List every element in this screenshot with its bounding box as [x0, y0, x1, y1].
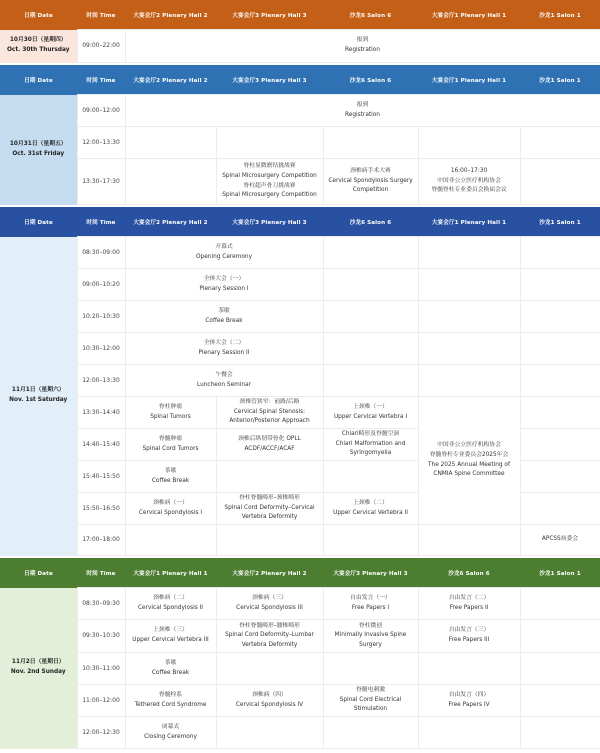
time-cell: 09:00–12:00	[77, 95, 125, 127]
session-zh: 脊髓肿瘤	[158, 435, 183, 442]
header-row	[0, 65, 600, 95]
header-row	[0, 207, 600, 237]
table-row	[0, 95, 600, 127]
event-zh: 报到	[356, 101, 369, 108]
time-cell: 12:00–13:30	[77, 127, 125, 159]
session-en: Upper Cervical Vertebra II	[333, 509, 408, 516]
session-cell	[125, 397, 216, 429]
table-row	[0, 620, 600, 653]
session-en: ACDF/ACCF/ACAF	[244, 445, 295, 452]
session-cell	[125, 620, 216, 653]
session-zh: 上颈椎（二）	[353, 499, 388, 506]
empty-cell	[323, 461, 418, 493]
date-cell	[0, 237, 77, 556]
session-zh: 闭幕式	[161, 723, 180, 730]
empty-cell	[418, 237, 520, 269]
empty-cell	[418, 333, 520, 365]
header-salon1: 沙龙1 Salon 1	[520, 558, 600, 588]
header-salon6: 沙龙6 Salon 6	[323, 207, 418, 237]
session-en: The 2025 Annual Meeting of CNMIA Spine Committee	[427, 461, 510, 478]
header-hall3: 大宴会厅3 Plenary Hall 3	[216, 0, 323, 30]
date-zh: 11月2日（星期日）	[11, 659, 65, 666]
time-cell: 12:00–12:30	[77, 717, 125, 749]
time-cell: 09:00–22:00	[77, 30, 125, 63]
empty-cell	[418, 301, 520, 333]
empty-cell	[125, 127, 216, 159]
session-zh: 开幕式	[215, 243, 233, 250]
date-en: Oct. 30th Thursday	[6, 47, 70, 53]
session-en: Tethered Cord Syndrome	[134, 701, 207, 708]
date-cell	[0, 95, 77, 205]
session-zh: 茶歇	[218, 307, 230, 314]
event-en: Registration	[345, 111, 380, 118]
session-zh: 上颈椎（三）	[153, 627, 188, 634]
session-zh: 午餐会	[215, 371, 233, 378]
time-cell: 08:30–09:30	[77, 588, 125, 620]
schedule-table-oct30	[0, 0, 600, 63]
empty-cell	[520, 397, 600, 429]
session-en: Spinal Microsurgery Competition	[222, 172, 317, 179]
time-cell: 10:20–10:30	[77, 301, 125, 333]
session-cell	[125, 429, 216, 461]
session-en: Closing Ceremony	[144, 733, 197, 740]
schedule-table-oct31	[0, 65, 600, 205]
header-time: 时间 Time	[77, 0, 125, 30]
session-en: Free Papers III	[448, 637, 490, 643]
table-row	[0, 685, 600, 717]
header-hall3: 大宴会厅3 Plenary Hall 3	[216, 65, 323, 95]
session-cell	[216, 620, 323, 653]
session-time: 16:00–17:30	[450, 168, 488, 175]
session-cell	[125, 653, 216, 685]
session-cell	[418, 620, 520, 653]
empty-cell	[216, 127, 323, 159]
session-en: Spinal Cord Electrical Stimulation	[339, 696, 402, 713]
session-zh: 茶歇	[164, 659, 177, 666]
session-zh: 自由发言（四）	[448, 691, 490, 698]
time-cell: 17:00–18:00	[77, 525, 125, 556]
empty-cell	[520, 493, 600, 525]
empty-cell	[323, 653, 418, 685]
time-cell: 13:30–14:40	[77, 397, 125, 429]
header-hall1: 大宴会厅1 Plenary Hall 1	[418, 0, 520, 30]
time-cell: 09:30–10:30	[77, 620, 125, 653]
session-zh: 中国非公立医疗机构协会	[437, 442, 501, 449]
header-salon6: 沙龙6 Salon 6	[418, 558, 520, 588]
session-en: Coffee Break	[151, 477, 190, 484]
header-hall2: 大宴会厅2 Plenary Hall 2	[125, 207, 216, 237]
empty-cell	[216, 653, 323, 685]
time-cell: 10:30–11:00	[77, 653, 125, 685]
session-zh: 颈椎病（一）	[153, 499, 188, 506]
table-row	[0, 159, 600, 205]
time-cell: 08:30–09:00	[77, 237, 125, 269]
empty-cell	[520, 127, 600, 159]
date-en: Oct. 31st Friday	[12, 150, 65, 157]
empty-cell	[323, 365, 418, 397]
empty-cell	[418, 269, 520, 301]
session-en: Upper Cervical Vertebra III	[132, 637, 209, 643]
header-date: 日期 Date	[0, 0, 77, 30]
header-date: 日期 Date	[0, 207, 77, 237]
session-en: Cervical Spondylosis I	[138, 509, 203, 516]
session-cell	[418, 588, 520, 620]
date-zh: 10月30日（星期四）	[9, 37, 67, 44]
session-cell	[125, 269, 323, 301]
session-en: Free Papers I	[351, 604, 390, 611]
session-zh: 自由发言（三）	[448, 627, 490, 634]
empty-cell	[216, 461, 323, 493]
session-cell	[125, 588, 216, 620]
session-cell	[323, 159, 418, 205]
session-en: Spinal Tumors	[150, 413, 191, 420]
empty-cell	[520, 685, 600, 717]
day-oct31-section	[0, 65, 600, 205]
session-cell	[323, 493, 418, 525]
session-zh: 自由发言（一）	[350, 594, 391, 601]
empty-cell	[520, 588, 600, 620]
header-hall2: 大宴会厅2 Plenary Hall 2	[125, 0, 216, 30]
date-zh: 11月1日（星期六）	[11, 387, 65, 394]
session-zh: 脊柱微创	[358, 622, 383, 629]
empty-cell	[323, 525, 418, 556]
header-hall3: 大宴会厅3 Plenary Hall 3	[323, 558, 418, 588]
session-zh: 脊髓电刺激	[356, 687, 385, 694]
table-row	[0, 333, 600, 365]
header-hall1: 大宴会厅1 Plenary Hall 1	[418, 207, 520, 237]
empty-cell	[520, 333, 600, 365]
session-zh: 脊柱脊髓畸形–颈椎畸形	[239, 495, 300, 502]
empty-cell	[520, 301, 600, 333]
session-en: Cervical Spondylosis Surgery Competition	[328, 177, 413, 194]
header-salon6: 沙龙6 Salon 6	[323, 0, 418, 30]
day-oct30-section	[0, 0, 600, 63]
empty-cell	[520, 159, 600, 205]
session-zh: 全体大会（二）	[203, 339, 245, 346]
table-row	[0, 365, 600, 397]
time-cell: 12:00–13:30	[77, 365, 125, 397]
session-en: Plenary Session I	[199, 285, 249, 292]
empty-cell	[323, 237, 418, 269]
schedule-table-nov1	[0, 207, 600, 556]
empty-cell	[418, 717, 520, 749]
empty-cell	[520, 365, 600, 397]
empty-cell	[520, 237, 600, 269]
table-row	[0, 525, 600, 556]
empty-cell	[323, 301, 418, 333]
session-zh: 上颈椎（一）	[353, 403, 388, 410]
session-cell	[323, 620, 418, 653]
header-hall1: 大宴会厅1 Plenary Hall 1	[418, 65, 520, 95]
session-en: Coffee Break	[151, 669, 190, 676]
empty-cell	[418, 365, 520, 397]
empty-cell	[418, 525, 520, 556]
header-date: 日期 Date	[0, 65, 77, 95]
header-time: 时间 Time	[77, 65, 125, 95]
session-zh: 脊髓栓系	[158, 691, 183, 698]
date-en: Nov. 1st Saturday	[9, 397, 68, 403]
table-row	[0, 653, 600, 685]
session-zh: 颈椎管狭窄：前路/后路	[239, 399, 300, 406]
session-en: Upper Cervical Vertebra I	[333, 413, 408, 420]
session-cell	[125, 717, 216, 749]
session-zh: 颈椎病（三）	[252, 594, 287, 601]
session-cell	[418, 159, 520, 205]
session-en: Chiari Malformation and Syringomyelia	[335, 440, 406, 457]
session-cell	[125, 493, 216, 525]
event-en: Registration	[345, 47, 380, 53]
date-en: Nov. 2nd Sunday	[10, 669, 66, 675]
time-cell: 10:30–12:00	[77, 333, 125, 365]
session-zh: 自由发言（二）	[448, 594, 490, 601]
session-en: Cervical Spinal Stenosis: Anterior/Posterior Approach	[229, 408, 310, 425]
session-en: Opening Ceremony	[195, 253, 253, 260]
time-cell: 13:30–17:30	[77, 159, 125, 205]
session-en: Spinal Cord Deformity–Lumbar Vertebra Deformity	[225, 632, 314, 648]
session-en: Plenary Session II	[198, 349, 250, 356]
table-row	[0, 717, 600, 749]
day-nov1-section	[0, 207, 600, 556]
session-cell	[216, 685, 323, 717]
session-zh: 脊柱肿瘤	[158, 403, 183, 410]
header-hall2: 大宴会厅2 Plenary Hall 2	[125, 65, 216, 95]
session-en: Free Papers II	[449, 604, 489, 611]
session-cell	[216, 429, 323, 461]
event-cell	[125, 95, 600, 127]
table-row	[0, 301, 600, 333]
session-cell	[323, 588, 418, 620]
session-zh: 颈椎病（四）	[252, 691, 287, 698]
session-en: Luncheon Seminar	[196, 381, 252, 388]
empty-cell	[520, 269, 600, 301]
header-hall1: 大宴会厅1 Plenary Hall 1	[125, 558, 216, 588]
session-cell	[216, 588, 323, 620]
empty-cell	[323, 269, 418, 301]
empty-cell	[125, 159, 216, 205]
session-cell	[216, 159, 323, 205]
header-time: 时间 Time	[77, 558, 125, 588]
date-zh: 10月31日（星期五）	[9, 140, 67, 147]
header-hall2: 大宴会厅2 Plenary Hall 2	[216, 558, 323, 588]
time-cell: 11:00–12:00	[77, 685, 125, 717]
empty-cell	[418, 653, 520, 685]
empty-cell	[125, 525, 216, 556]
table-row	[0, 269, 600, 301]
empty-cell	[323, 127, 418, 159]
session-cell	[323, 397, 418, 429]
table-row	[0, 237, 600, 269]
session-cell	[125, 333, 323, 365]
empty-cell	[216, 525, 323, 556]
session-cell	[216, 397, 323, 429]
session-cell	[125, 685, 216, 717]
date-cell	[0, 588, 77, 749]
table-row	[0, 588, 600, 620]
session-en: Free Papers IV	[448, 701, 490, 708]
session-zh: 脊柱脊髓畸形–腰椎畸形	[239, 622, 300, 629]
session-cell	[125, 365, 323, 397]
time-cell: 09:00–10:20	[77, 269, 125, 301]
header-row	[0, 0, 600, 30]
session-en: Spinal Cord Deformity–Cervical Vertebra Deformity	[224, 504, 315, 521]
event-zh: 报到	[356, 37, 369, 44]
session-cell	[323, 685, 418, 717]
empty-cell	[323, 333, 418, 365]
session-en: Cervical Spondylosis IV	[235, 701, 304, 708]
session-cell	[125, 237, 323, 269]
empty-cell	[520, 461, 600, 493]
date-cell	[0, 30, 77, 63]
header-salon1: 沙龙1 Salon 1	[520, 207, 600, 237]
session-en: Cervical Spondylosis III	[236, 604, 303, 611]
header-salon1: 沙龙1 Salon 1	[520, 0, 600, 30]
session-en: Cervical Spondylosis II	[138, 604, 203, 611]
session-cell	[125, 301, 323, 333]
session-zh: 全体大会（一）	[203, 275, 245, 282]
header-salon1: 沙龙1 Salon 1	[520, 65, 600, 95]
table-row	[0, 397, 600, 429]
session-zh: 中国非公立医疗机构协会	[437, 177, 501, 184]
time-cell: 15:40–15:50	[77, 461, 125, 493]
session-zh: 脊髓脊柱专业委员会换届会议	[431, 187, 507, 194]
session-zh: 脊髓脊柱专业委员会2025年会	[429, 451, 509, 458]
header-hall3: 大宴会厅3 Plenary Hall 3	[216, 207, 323, 237]
time-cell: 14:40–15:40	[77, 429, 125, 461]
session-zh: 颈椎病（二）	[153, 594, 188, 601]
session-zh: 颈椎病手术大赛	[350, 168, 391, 175]
event-cell	[125, 30, 600, 63]
table-row	[0, 127, 600, 159]
header-salon6: 沙龙6 Salon 6	[323, 65, 418, 95]
session-zh: 脊柱超声骨刀挑战赛	[243, 182, 296, 189]
annual-meeting-cell	[418, 397, 520, 525]
time-cell: 15:50–16:50	[77, 493, 125, 525]
empty-cell	[216, 717, 323, 749]
session-zh: 颈椎后纵韧带骨化 OPLL	[238, 435, 301, 442]
session-en: Spinal Microsurgery Competition	[222, 192, 317, 199]
header-row	[0, 558, 600, 588]
schedule-table-nov2	[0, 558, 600, 749]
session-cell	[418, 685, 520, 717]
empty-cell	[520, 620, 600, 653]
empty-cell	[520, 429, 600, 461]
session-en: Spinal Cord Tumors	[142, 445, 199, 452]
empty-cell	[520, 653, 600, 685]
session-zh: Chiari畸形及脊髓空洞	[341, 431, 400, 438]
session-en: Coffee Break	[205, 317, 243, 324]
session-cell: APCSS执委会	[520, 525, 600, 556]
session-zh: 脊柱显微磨钻挑战赛	[243, 163, 296, 170]
day-nov2-section	[0, 558, 600, 749]
session-cell	[323, 429, 418, 461]
empty-cell	[520, 717, 600, 749]
session-cell	[216, 493, 323, 525]
header-date: 日期 Date	[0, 558, 77, 588]
table-row	[0, 30, 600, 63]
header-time: 时间 Time	[77, 207, 125, 237]
session-cell	[125, 461, 216, 493]
empty-cell	[418, 127, 520, 159]
empty-cell	[323, 717, 418, 749]
session-en: Minimally Invasive Spine Surgery	[334, 632, 407, 648]
session-zh: 茶歇	[164, 467, 177, 474]
